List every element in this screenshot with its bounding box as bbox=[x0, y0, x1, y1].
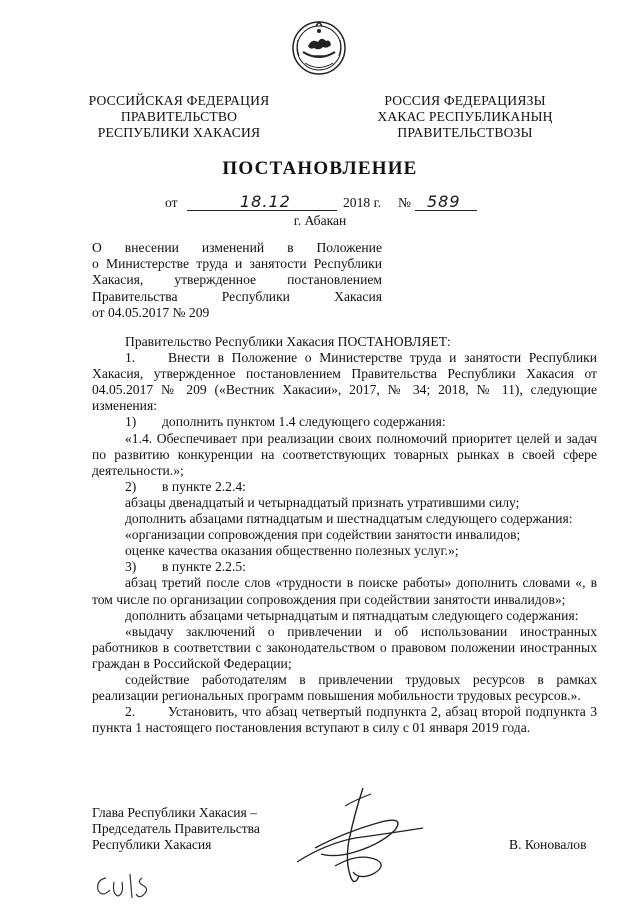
item-number: 3) bbox=[125, 559, 137, 575]
subject-line: о Министерстве труда и занятости Республики bbox=[92, 256, 382, 272]
header-left-ru bbox=[64, 93, 294, 141]
header-left-line: РЕСПУБЛИКИ ХАКАСИЯ bbox=[97, 125, 261, 140]
item-text: Установить, что абзац четвертый подпункта 2, абзац второй подпункта 3 пункта 1 настоящего постановления вступают в силу с 01 января 2019 года. bbox=[92, 704, 597, 736]
item-2 bbox=[92, 704, 597, 736]
item-text: в пункте 2.2.4: bbox=[162, 478, 246, 494]
handwritten-initials-icon bbox=[92, 868, 162, 902]
subject-line: Правительства Республики Хакасия bbox=[92, 288, 382, 304]
item-number: 2. bbox=[125, 704, 136, 720]
signatory-title-line: Глава Республики Хакасия – bbox=[92, 805, 257, 820]
item-text: Внести в Положение о Министерстве труда и занятости Республики Хакасия, утвержденное постановлением Правительства Республики Хакасия от 04.05.2017 № 209 («Вестник Хакасии», 2017, № 34; 2018, № 11), следующие изменения: bbox=[92, 350, 597, 414]
header-left-line: РОССИЙСКАЯ ФЕДЕРАЦИЯ bbox=[88, 93, 270, 108]
signatory-name: В. Коновалов bbox=[509, 837, 587, 852]
header-right-khakas bbox=[350, 93, 580, 141]
paragraph: абзац третий после слов «трудности в поиске работы» дополнить словами «, в том числе по организации сопровождения при содействии занятости инвалидов»; bbox=[92, 575, 597, 607]
date-from-label: от bbox=[165, 195, 178, 210]
preamble: Правительство Республики Хакасия ПОСТАНОВЛЯЕТ: bbox=[125, 334, 451, 349]
item-1 bbox=[92, 350, 597, 414]
header-right-line: ПРАВИТЕЛЬСТВОЗЫ bbox=[397, 125, 533, 140]
item-text: дополнить пунктом 1.4 следующего содержания: bbox=[162, 414, 446, 430]
subject-line: от 04.05.2017 № 209 bbox=[92, 304, 210, 320]
paragraph: «выдачу заключений о привлечении и об использовании иностранных работников в соответствии с законодательством о правовом положении иностранных граждан в Российской Федерации; bbox=[92, 623, 597, 671]
coat-of-arms-emblem-icon bbox=[290, 18, 348, 76]
subitem-1 bbox=[92, 414, 597, 430]
signatory-title bbox=[92, 805, 260, 854]
paragraph: содействие работодателям в привлечении трудовых ресурсов в рамках реализации региональных программ повышения мобильности трудовых ресурсов.». bbox=[92, 671, 597, 704]
item-number: 2) bbox=[125, 478, 137, 494]
document-body bbox=[92, 334, 597, 736]
number-label: № bbox=[398, 195, 411, 210]
paragraph: дополнить абзацами пятнадцатым и шестнадцатым следующего содержания: bbox=[125, 511, 573, 527]
subject-block bbox=[92, 240, 382, 321]
header-left-line: ПРАВИТЕЛЬСТВО bbox=[120, 109, 238, 124]
paragraph: оценке качества оказания общественно полезных услуг.»; bbox=[125, 543, 459, 559]
handwritten-signature-icon bbox=[285, 782, 435, 892]
city-label: г. Абакан bbox=[293, 213, 347, 228]
quote-paragraph: «1.4. Обеспечивает при реализации своих полномочий приоритет целей и задач по развитию конкуренции на соответствующих товарных рынках в своей сфере деятельности.»; bbox=[92, 430, 597, 478]
handwritten-number: 589 bbox=[427, 192, 461, 211]
header-right-line: РОССИЯ ФЕДЕРАЦИЯЗЫ bbox=[384, 93, 546, 108]
paragraph: «организации сопровождения при содействии занятости инвалидов; bbox=[125, 527, 521, 543]
signatory-title-line: Председатель Правительства bbox=[92, 821, 260, 837]
date-line bbox=[165, 192, 495, 215]
subject-line: Хакасия, утвержденное постановлением bbox=[92, 272, 382, 288]
subject-line: О внесении изменений в Положение bbox=[92, 240, 382, 255]
date-year: 2018 г. bbox=[343, 195, 382, 210]
document-title: ПОСТАНОВЛЕНИЕ bbox=[222, 158, 418, 179]
header-right-line: ХАКАС РЕСПУБЛИКАНЫҢ bbox=[377, 109, 553, 124]
subitem-3 bbox=[92, 559, 597, 575]
signatory-title-line: Республики Хакасия bbox=[92, 837, 212, 853]
item-number: 1) bbox=[125, 414, 137, 430]
item-text: в пункте 2.2.5: bbox=[162, 559, 246, 575]
handwritten-date: 18.12 bbox=[240, 192, 291, 211]
subitem-2 bbox=[92, 479, 597, 495]
item-number: 1. bbox=[125, 350, 136, 366]
paragraph: дополнить абзацами четырнадцатым и пятнадцатым следующего содержания: bbox=[125, 607, 579, 623]
paragraph: абзацы двенадцатый и четырнадцатый признать утратившими силу; bbox=[125, 494, 520, 510]
